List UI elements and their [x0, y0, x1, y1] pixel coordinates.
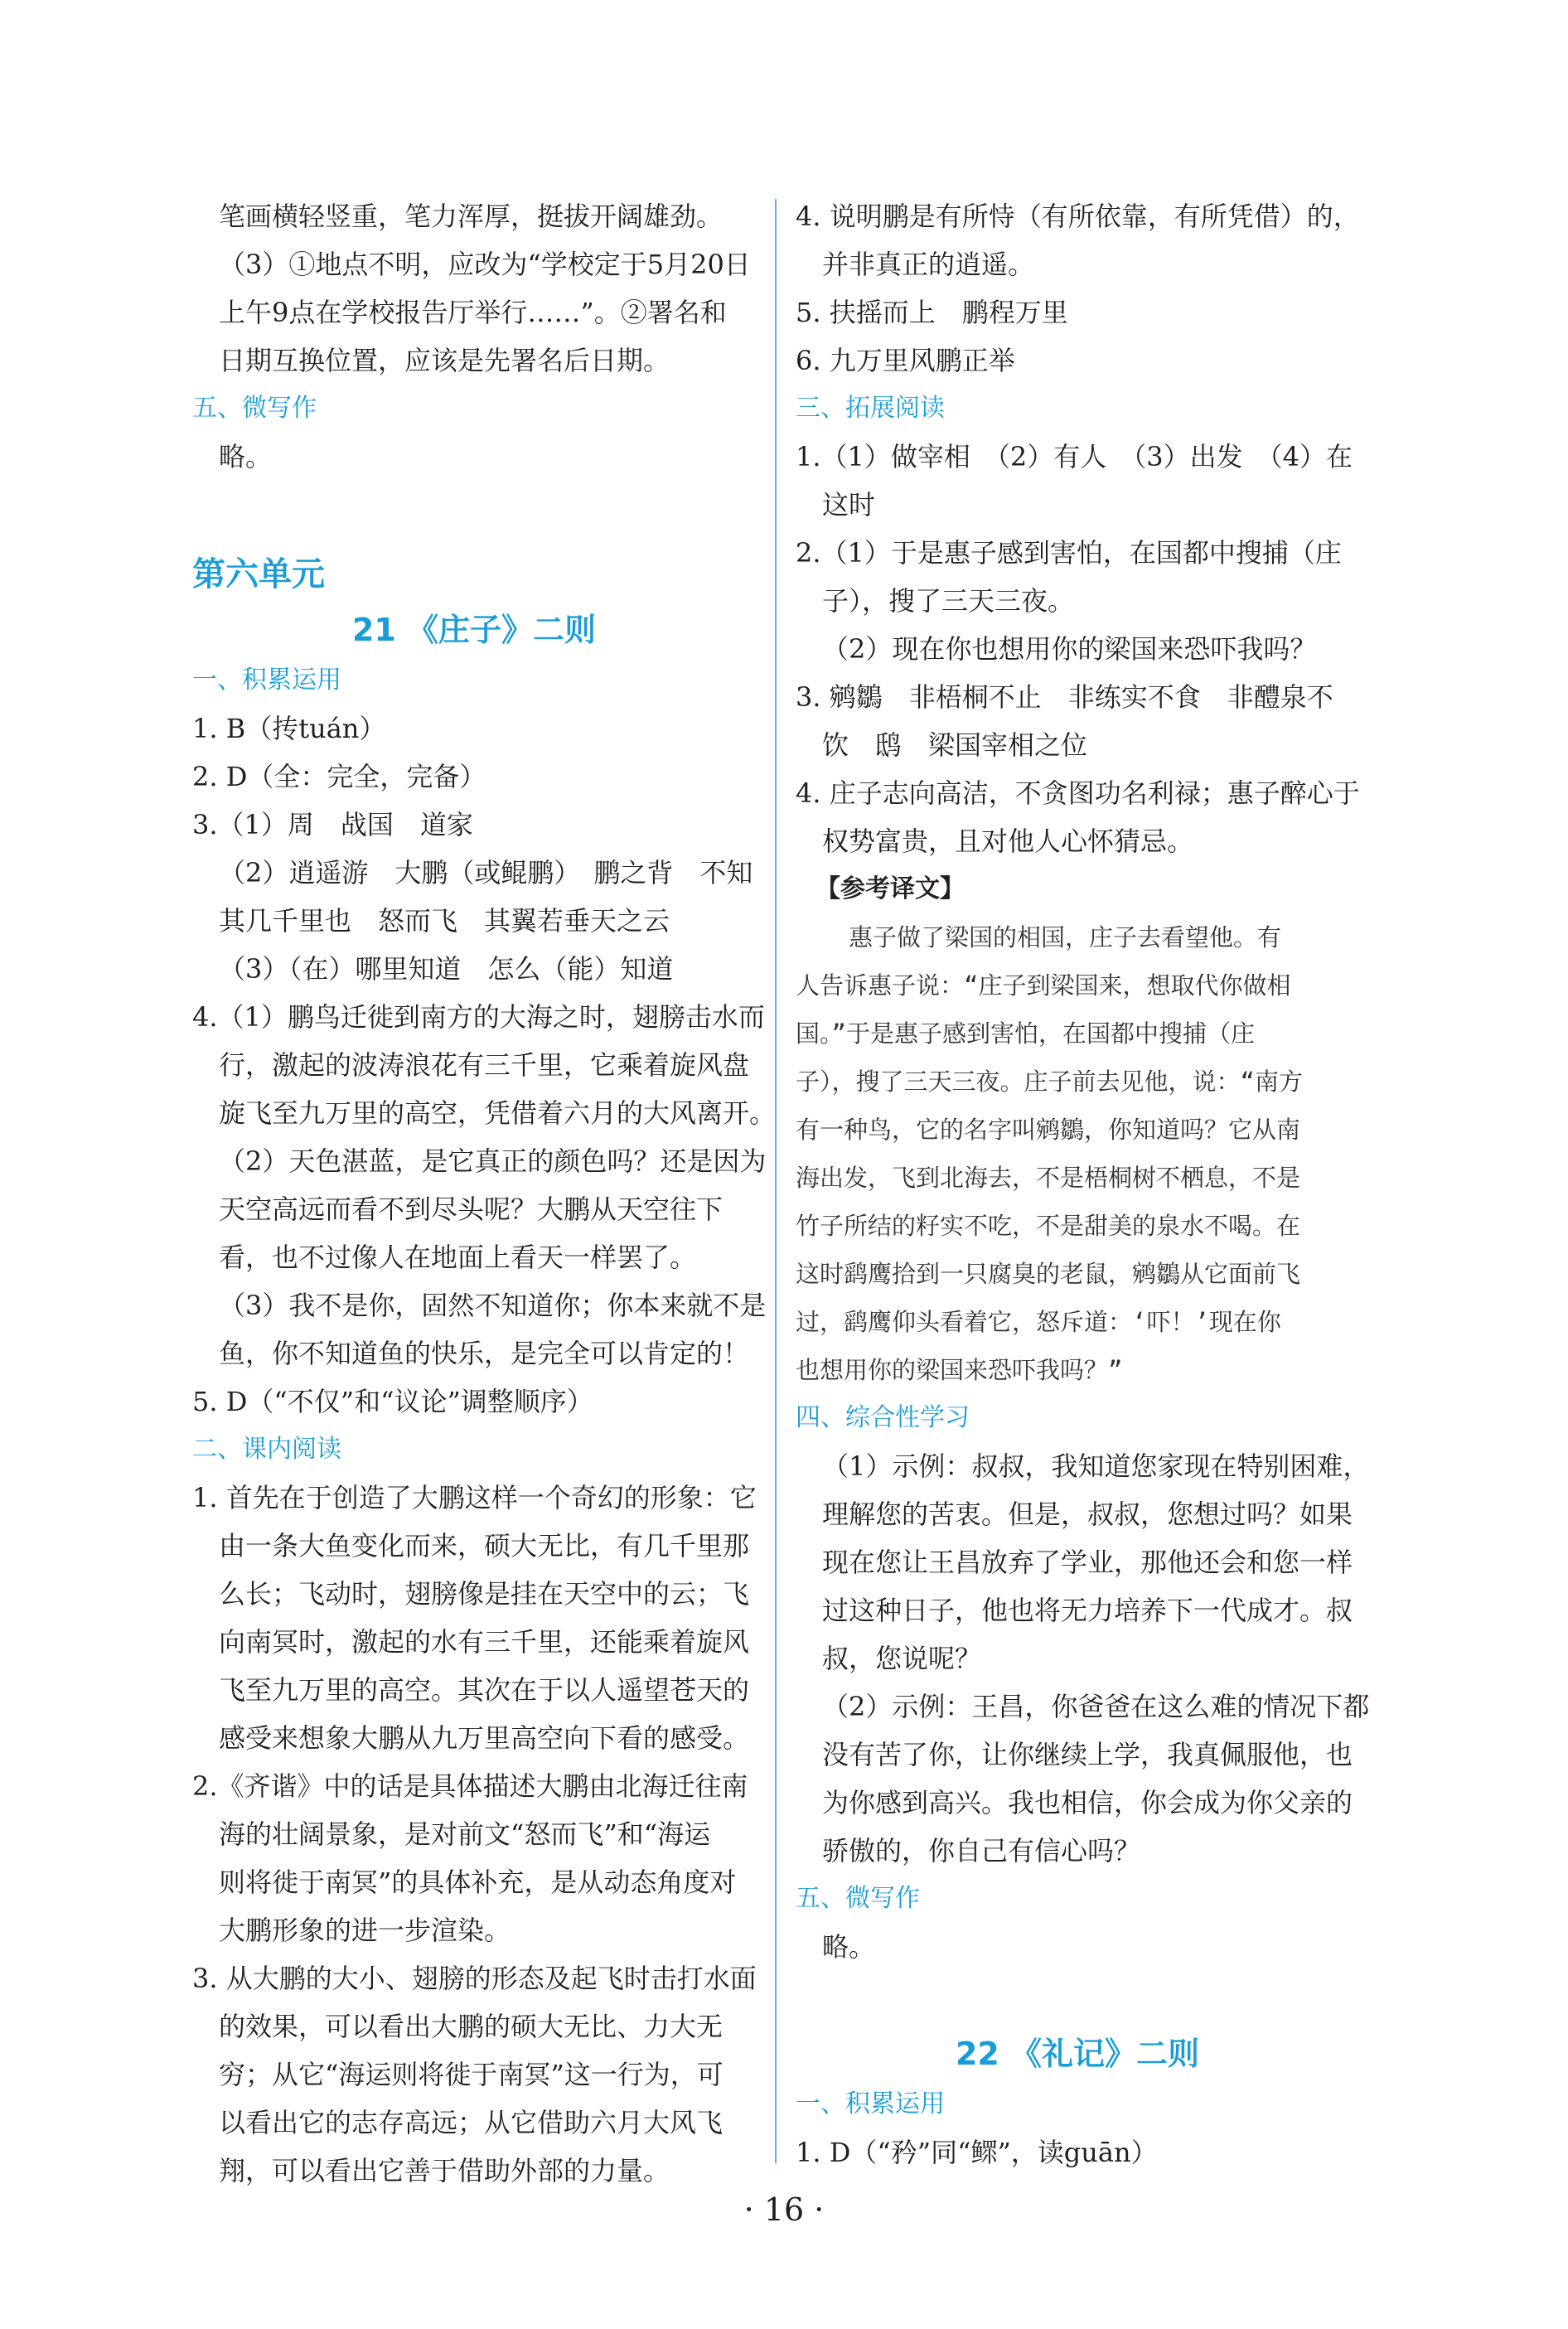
section-heading: 五、微写作	[192, 394, 317, 423]
text-line: 叔，您说呢？	[822, 1643, 982, 1674]
translation-line: 这时鹞鹰拾到一只腐臭的老鼠，鹓鶵从它面前飞	[796, 1260, 1301, 1288]
text-line: 4.（1）鹏鸟迁徙到南方的大海之时，翅膀击水而	[192, 1001, 765, 1033]
translation-line: 过，鹞鹰仰头看着它，怒斥道：‘吓！’现在你	[796, 1308, 1281, 1336]
text-line: 看，也不过像人在地面上看天一样罢了。	[219, 1242, 697, 1273]
section-heading: 四、综合性学习	[796, 1403, 970, 1432]
translation-line: 子），搜了三天三夜。庄子前去见他，说：“南方	[796, 1068, 1303, 1096]
text-line: 权势富贵，且对他人心怀猜忌。	[822, 826, 1194, 857]
text-line: 1.（1）做宰相 （2）有人 （3）出发 （4）在	[796, 441, 1353, 472]
text-line: 飞至九万里的高空。其次在于以人遥望苍天的	[219, 1674, 750, 1706]
text-line: 4. 庄子志向高洁，不贪图功名利禄；惠子醉心于	[796, 777, 1360, 809]
text-line: 旋飞至九万里的高空，凭借着六月的大风离开。	[219, 1097, 777, 1129]
text-line: 笔画横轻竖重，笔力浑厚，挺拔开阔雄劲。	[219, 201, 724, 232]
text-line: （2）示例：王昌，你爸爸在这么难的情况下都	[822, 1691, 1370, 1722]
text-line: 2.《齐谐》中的话是具体描述大鹏由北海迁往南	[192, 1770, 748, 1802]
translation-line: 惠子做了梁国的相国，庄子去看望他。有	[849, 923, 1282, 951]
text-line: 向南冥时，激起的水有三千里，还能乘着旋风	[219, 1626, 750, 1658]
translation-line: 有一种鸟，它的名字叫鹓鶵，你知道吗？它从南	[796, 1116, 1301, 1144]
text-line: 天空高远而看不到尽头呢？大鹏从天空往下	[219, 1194, 724, 1225]
text-line: 2.（1）于是惠子感到害怕，在国都中搜捕（庄	[796, 537, 1342, 569]
text-line: 理解您的苦衷。但是，叔叔，您想过吗？如果	[822, 1499, 1353, 1530]
text-line: （3）（在）哪里知道 怎么（能）知道	[219, 953, 674, 985]
text-line: 没有苦了你，让你继续上学，我真佩服他，也	[822, 1739, 1353, 1770]
section-heading: 二、课内阅读	[192, 1435, 341, 1464]
section-spacer	[192, 481, 756, 512]
text-line: 3. 鹓鶵 非梧桐不止 非练实不食 非醴泉不	[796, 681, 1333, 713]
text-line: 现在您让王昌放弃了学业，那他还会和您一样	[822, 1547, 1353, 1578]
text-line: 4. 说明鹏是有所恃（有所依靠，有所凭借）的，	[796, 201, 1360, 232]
section-heading: 三、拓展阅读	[796, 394, 945, 423]
text-line: 略。	[219, 441, 273, 472]
translation-heading: 【参考译文】	[815, 874, 965, 903]
text-line: 1. 首先在于创造了大鹏这样一个奇幻的形象：它	[192, 1482, 757, 1513]
text-line: 穷；从它“海运则将徙于南冥”这一行为，可	[219, 2059, 724, 2090]
text-line: 为你感到高兴。我也相信，你会成为你父亲的	[822, 1787, 1353, 1818]
text-line: 3. 从大鹏的大小、翅膀的形态及起飞时击打水面	[192, 1963, 757, 1994]
text-line: 么长；飞动时，翅膀像是挂在天空中的云；飞	[219, 1578, 750, 1610]
text-line: 翔，可以看出它善于借助外部的力量。	[219, 2155, 670, 2186]
translation-line: 竹子所结的籽实不吃，不是甜美的泉水不喝。在	[796, 1212, 1301, 1240]
text-line: 过这种日子，他也将无力培养下一代成才。叔	[822, 1595, 1353, 1626]
text-line: 大鹏形象的进一步渲染。	[219, 1915, 511, 1946]
translation-line: 人告诉惠子说：“庄子到梁国来，想取代你做相	[796, 971, 1291, 1000]
left-column	[192, 192, 777, 2195]
text-line: 子），搜了三天三夜。	[822, 585, 1075, 617]
text-line: 以看出它的志存高远；从它借助六月大风飞	[219, 2107, 724, 2138]
text-line: 饮 鸱 梁国宰相之位	[822, 729, 1088, 761]
text-line: 其几千里也 怒而飞 其翼若垂天之云	[219, 905, 670, 937]
lesson-title: 21 《庄子》二则	[351, 612, 597, 648]
text-line: 日期互换位置，应该是先署名后日期。	[219, 345, 670, 376]
text-line: 这时	[822, 489, 876, 521]
text-line: 骄傲的，你自己有信心吗？	[822, 1835, 1141, 1867]
text-line: 1. D（“矜”同“鳏”，读guān）	[796, 2137, 1158, 2168]
text-line: 则将徙于南冥”的具体补充，是从动态角度对	[219, 1867, 737, 1898]
right-column	[796, 192, 1370, 2176]
text-line: 的效果，可以看出大鹏的硕大无比、力大无	[219, 2011, 724, 2042]
text-line: （1）示例：叔叔，我知道您家现在特别困难，	[822, 1450, 1370, 1482]
column-divider	[775, 199, 777, 2163]
text-line: （2）现在你也想用你的梁国来恐吓我吗？	[822, 633, 1317, 665]
text-line: 并非真正的逍遥。	[822, 249, 1035, 280]
text-line: 5. D（“不仅”和“议论”调整顺序）	[192, 1386, 593, 1417]
text-line: （3）我不是你，固然不知道你；你本来就不是	[219, 1290, 767, 1321]
section-heading: 五、微写作	[796, 1884, 920, 1913]
text-line: 6. 九万里风鹏正举	[796, 345, 1015, 376]
text-line: 1. B（抟tuán）	[192, 713, 386, 744]
text-line: 行，激起的波涛浪花有三千里，它乘着旋风盘	[219, 1049, 750, 1081]
text-line: 由一条大鱼变化而来，硕大无比，有几千里那	[219, 1530, 750, 1562]
text-line: 略。	[822, 1931, 876, 1963]
text-line: 鱼，你不知道鱼的快乐，是完全可以肯定的！	[219, 1338, 750, 1369]
text-line: 感受来想象大鹏从九万里高空向下看的感受。	[219, 1722, 750, 1754]
unit-title: 第六单元	[192, 555, 325, 593]
translation-line: 海出发，飞到北海去，不是梧桐树不栖息，不是	[796, 1164, 1301, 1192]
text-line: 5. 扶摇而上 鹏程万里	[796, 297, 1068, 328]
text-line: （3）①地点不明，应改为“学校定于5月20日	[219, 249, 751, 280]
translation-line: 也想用你的梁国来恐吓我吗？”	[796, 1356, 1123, 1384]
section-heading: 一、积累运用	[192, 666, 341, 695]
text-line: 3.（1）周 战国 道家	[192, 809, 473, 840]
text-line: 海的壮阔景象，是对前文“怒而飞”和“海运	[219, 1818, 711, 1850]
text-line: 上午9点在学校报告厅举行……”。②署名和	[219, 297, 727, 328]
section-heading: 一、积累运用	[796, 2089, 945, 2118]
lesson-title: 22 《礼记》二则	[955, 2036, 1200, 2072]
translation-line: 国。”于是惠子感到害怕，在国都中搜捕（庄	[796, 1019, 1255, 1048]
page-number: · 16 ·	[743, 2191, 825, 2228]
text-line: （2）天色湛蓝，是它真正的颜色吗？还是因为	[219, 1145, 767, 1177]
text-line: 2. D（全：完全，完备）	[192, 761, 486, 792]
text-line: （2）逍遥游 大鹏（或鲲鹏） 鹏之背 不知	[219, 857, 753, 889]
